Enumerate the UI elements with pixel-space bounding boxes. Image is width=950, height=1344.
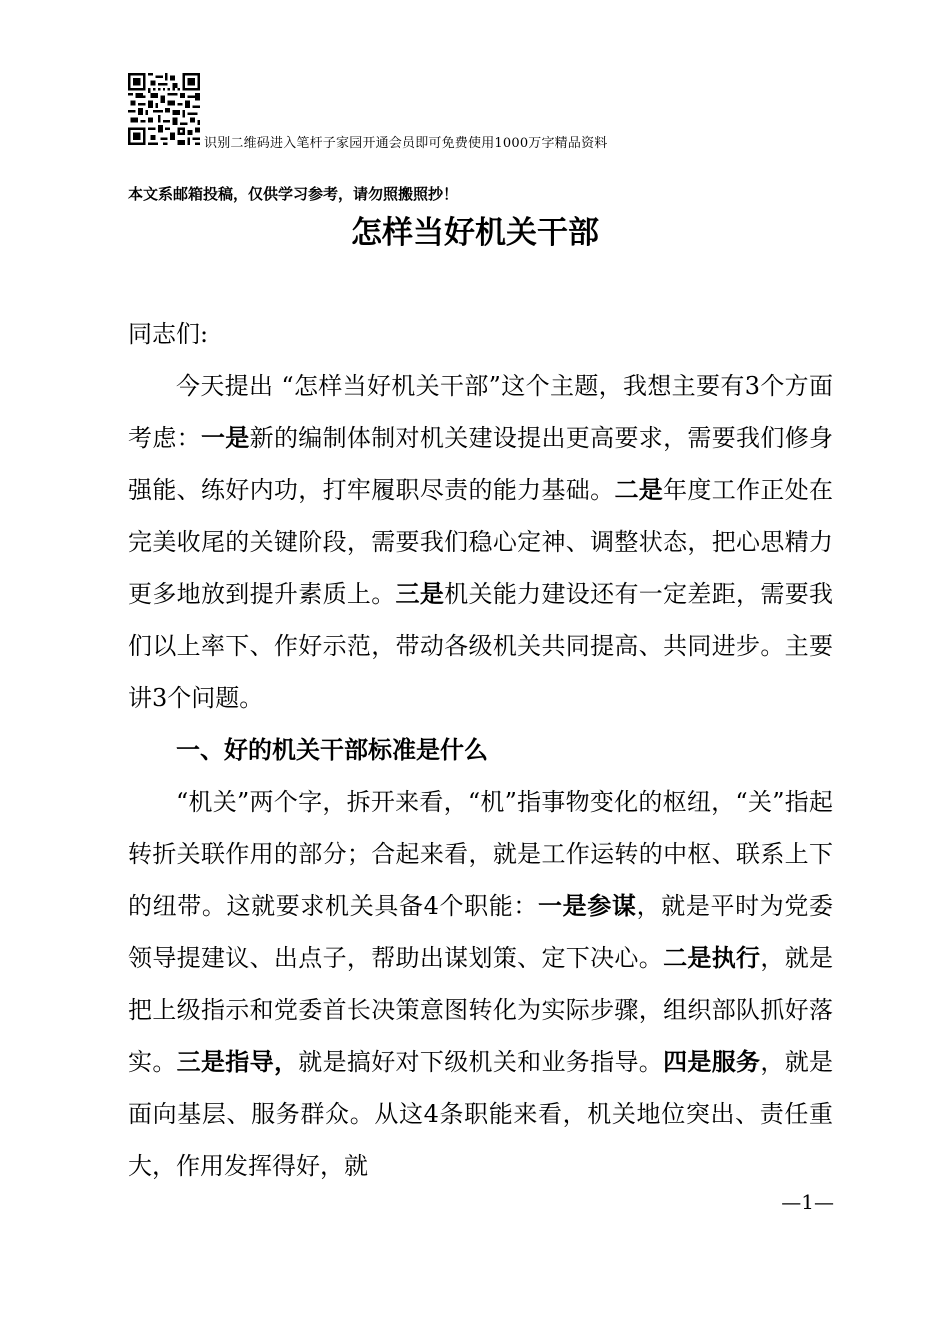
- section1-bold-2: 二是执行: [663, 944, 761, 972]
- section1-text-3: ，就是把上级指示和党委首长决策意图转化为实际步骤，组织部队抓好落实。: [128, 944, 834, 1076]
- document-title: 怎样当好机关干部: [351, 215, 599, 251]
- page-number: —1—: [781, 1190, 834, 1214]
- intro-text-1: 今天提出 “怎样当好机关干部”这个主题，我想主要有3个方面考虑：: [128, 372, 833, 452]
- intro-bold-1: 一是: [200, 424, 250, 452]
- section-heading-1: 一、好的机关干部标准是什么: [176, 736, 488, 764]
- intro-text-3: 年度工作正处在完美收尾的关键阶段，需要我们稳心定神、调整状态，把心思精力更多地放到提升素质上。: [128, 476, 834, 608]
- intro-text-2: 新的编制体制对机关建设提出更高要求，需要我们修身强能、练好内功，打牢履职尽责的能力基础。: [128, 424, 834, 504]
- salutation: 同志们:: [128, 320, 209, 348]
- submission-notice: 本文系邮箱投稿，仅供学习参考，请勿照搬照抄！: [128, 185, 459, 203]
- section1-text-2: ，就是平时为党委领导提建议、出点子，帮助出谋划策、定下决心。: [128, 892, 833, 972]
- intro-bold-3: 三是: [395, 580, 445, 608]
- section1-bold-3: 三是指导，: [176, 1048, 299, 1076]
- section1-text-4: 就是搞好对下级机关和业务指导。: [298, 1048, 664, 1076]
- section1-paragraph: [128, 776, 833, 1192]
- section1-text-5: ，就是面向基层、服务群众。从这4条职能来看，机关地位突出、责任重大，作用发挥得好，就: [128, 1048, 834, 1180]
- section1-text-1: “机关”两个字，拆开来看，“机”指事物变化的枢纽，“关”指起转折关联作用的部分；合起来看，就是工作运转的中枢、联系上下的纽带。这就要求机关具备4个职能：: [128, 788, 833, 920]
- document-body: [128, 308, 833, 1192]
- intro-paragraph: [128, 360, 833, 724]
- intro-bold-2: 二是: [614, 476, 664, 504]
- section1-bold-1: 一是参谋: [538, 892, 637, 920]
- section1-bold-4: 四是服务: [663, 1048, 761, 1076]
- intro-text-4: 机关能力建设还有一定差距，需要我们以上率下、作好示范，带动各级机关共同提高、共同进步。主要讲3个问题。: [128, 580, 834, 712]
- qr-caption: 识别二维码进入笔杆子家园开通会员即可免费使用1000万字精品资料: [204, 136, 608, 151]
- qr-code-icon: [128, 73, 200, 145]
